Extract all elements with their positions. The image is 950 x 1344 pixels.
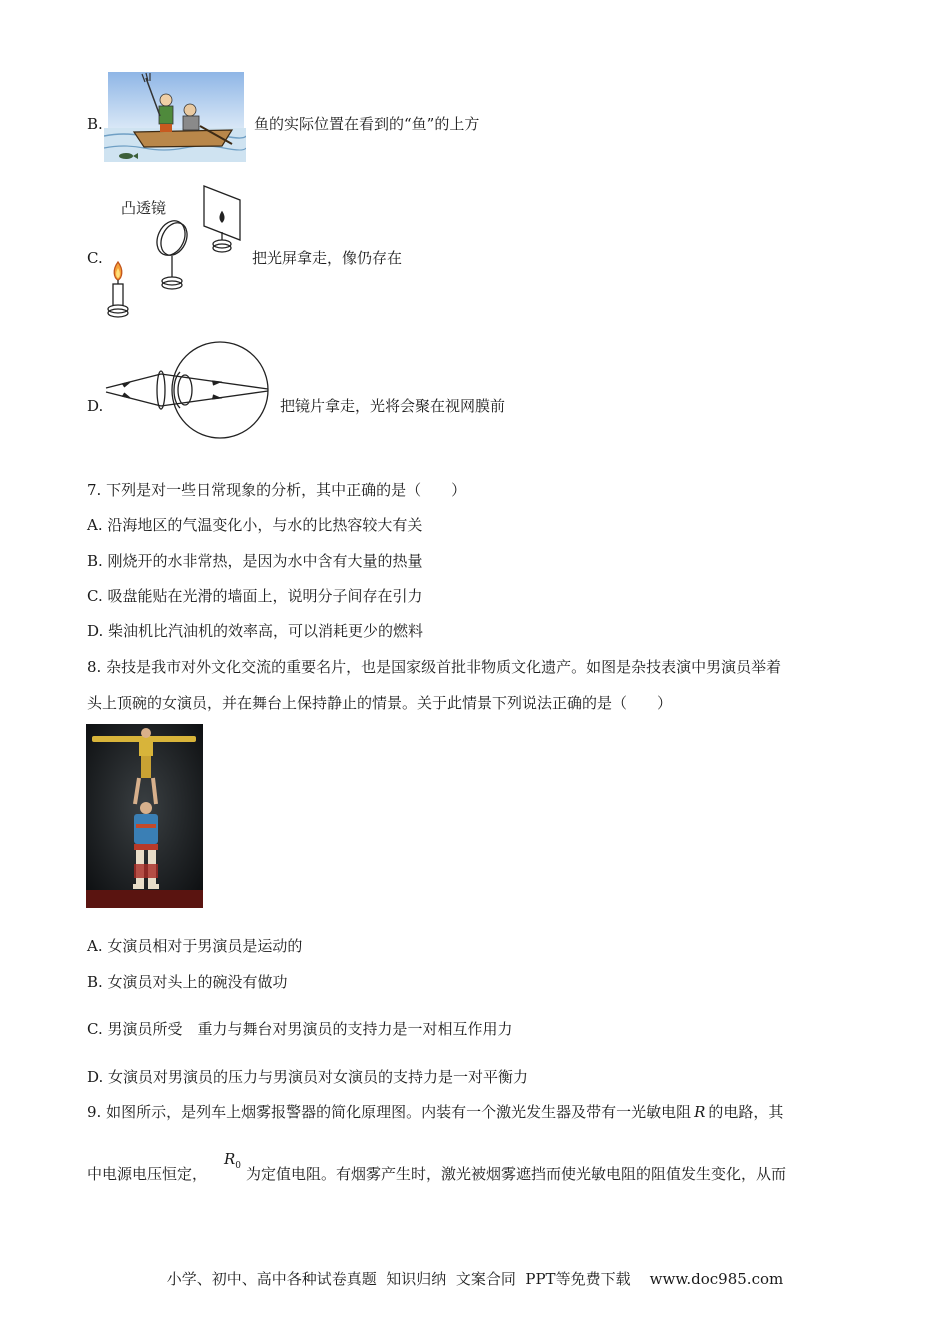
q9-line2-part2: 为定值电阻。有烟雾产生时，激光被烟雾遮挡而使光敏电阻的阻值发生变化，从而 xyxy=(246,1165,787,1183)
q7-option-d: D. 柴油机比汽油机的效率高，可以消耗更少的燃料 xyxy=(87,622,424,640)
q8-option-d: D. 女演员对男演员的压力与男演员对女演员的支持力是一对平衡力 xyxy=(87,1068,529,1086)
q8-stem-line1: 8. 杂技是我市对外文化交流的重要名片，也是国家级首批非物质文化遗产。如图是杂技表演中男演员举着 xyxy=(87,658,782,676)
q9-line1 xyxy=(87,1102,783,1122)
q9-line2-part1: 中电源电压恒定， xyxy=(87,1165,208,1183)
eye-lens-diagram xyxy=(104,338,276,442)
option-c-label: C. xyxy=(87,249,103,267)
convex-lens-caption: 凸透镜 xyxy=(121,199,167,217)
q7-option-c: C. 吸盘能贴在光滑的墙面上，说明分子间存在引力 xyxy=(87,587,423,605)
option-c-text: 把光屏拿走，像仍存在 xyxy=(252,249,403,267)
q7-stem: 7. 下列是对一些日常现象的分析，其中正确的是（ ） xyxy=(87,481,467,499)
fisherman-boat-image xyxy=(104,70,246,162)
q7-option-a: A. 沿海地区的气温变化小，与水的比热容较大有关 xyxy=(87,516,423,534)
q9-line1-part2: 的电路，其 xyxy=(708,1103,784,1121)
option-d-text: 把镜片拿走，光将会聚在视网膜前 xyxy=(280,397,506,415)
option-d-label: D. xyxy=(87,397,104,415)
symbol-r: R xyxy=(694,1103,706,1121)
q8-stem-line2: 头上顶碗的女演员，并在舞台上保持静止的情景。关于此情景下列说法正确的是（ ） xyxy=(87,694,673,712)
q8-option-a: A. 女演员相对于男演员是运动的 xyxy=(87,937,303,955)
q9-line1-part1: 9. 如图所示，是列车上烟雾报警器的简化原理图。内装有一个激光发生器及带有一光敏电阻 xyxy=(87,1103,692,1121)
q8-option-b: B. 女演员对头上的碗没有做功 xyxy=(87,973,288,991)
page-footer: 小学、初中、高中各种试卷真题 知识归纳 文案合同 PPT等免费下载 www.doc985.com xyxy=(166,1270,784,1288)
option-b-text: 鱼的实际位置在看到的“鱼”的上方 xyxy=(254,115,480,133)
symbol-r0-main: R xyxy=(224,1150,236,1168)
q7-option-b: B. 刚烧开的水非常热，是因为水中含有大量的热量 xyxy=(87,552,423,570)
symbol-r0 xyxy=(224,1150,241,1171)
symbol-r0-subscript: 0 xyxy=(235,1161,242,1171)
q8-option-c: C. 男演员所受 重力与舞台对男演员的支持力是一对相互作用力 xyxy=(87,1020,513,1038)
acrobatics-photo xyxy=(86,724,203,908)
option-b-label: B. xyxy=(87,115,103,133)
lens-experiment-figure xyxy=(104,182,246,320)
